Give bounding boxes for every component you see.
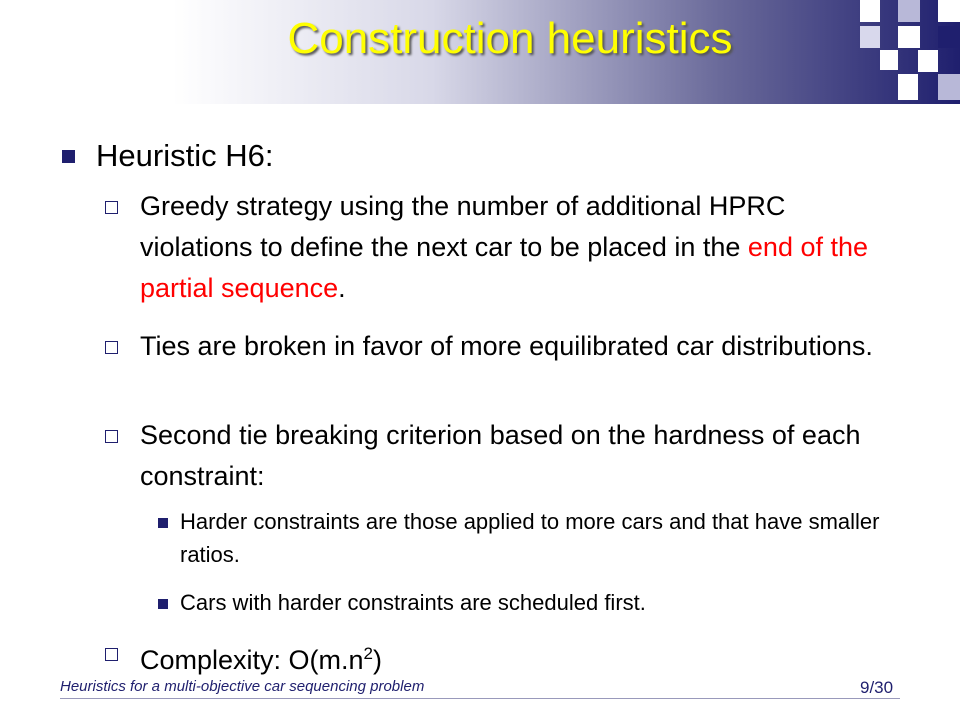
heuristic-heading: Heuristic H6: (96, 138, 274, 173)
slide-title: Construction heuristics (287, 14, 733, 63)
bullet-square-icon (62, 150, 75, 163)
highlight-text: end of the partial sequence (140, 232, 869, 303)
complexity-label: Complexity: O(m.n (140, 645, 364, 675)
deco-square (938, 74, 960, 100)
subbullet-harder-constraints: Harder constraints are those applied to more cars and that have smaller ratios. (180, 509, 880, 567)
footer-divider (60, 698, 900, 699)
bullet-complexity (140, 633, 880, 681)
small-bullet-icon (158, 518, 168, 528)
hollow-bullet-icon (105, 430, 118, 443)
complexity-exponent: 2 (363, 644, 374, 663)
greedy-text: Greedy strategy using the number of additional HPRC violations to define the next car to be placed in the (140, 191, 786, 262)
hollow-bullet-icon (105, 648, 118, 661)
bullet-ties: Ties are broken in favor of more equilibrated car distributions. (140, 331, 873, 361)
hollow-bullet-icon (105, 341, 118, 354)
page-number: 9/30 (860, 678, 894, 697)
subbullet-cars-first: Cars with harder constraints are scheduled first. (180, 590, 646, 615)
greedy-period: . (338, 273, 346, 303)
footer-title: Heuristics for a multi-objective car sequencing problem (60, 678, 425, 695)
small-bullet-icon (158, 599, 168, 609)
hollow-bullet-icon (105, 201, 118, 214)
bullet-greedy-strategy (140, 186, 880, 309)
complexity-close: ) (373, 645, 383, 675)
deco-square (898, 74, 918, 100)
bullet-second-tie: Second tie breaking criterion based on the hardness of each constraint: (140, 420, 861, 491)
